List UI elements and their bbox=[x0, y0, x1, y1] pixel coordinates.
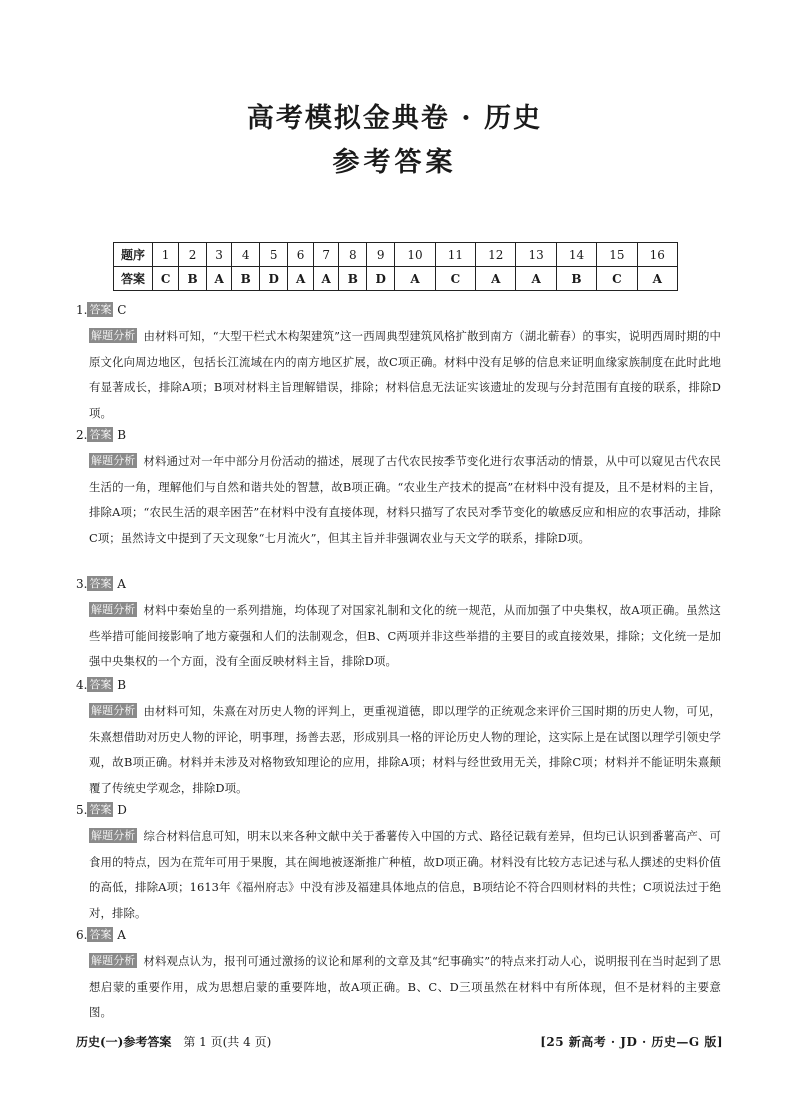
answer-cell: B bbox=[339, 267, 367, 291]
question-number: 2. bbox=[76, 428, 88, 442]
question-block bbox=[76, 801, 721, 926]
question-number: 1. bbox=[76, 303, 88, 317]
answer-tag: 答案 bbox=[89, 303, 112, 316]
question-answer: A bbox=[117, 577, 126, 591]
answer-tag: 答案 bbox=[89, 678, 112, 691]
footer-page-number: 第 1 页(共 4 页) bbox=[183, 1035, 272, 1049]
question-number-cell: 4 bbox=[232, 243, 260, 267]
question-number-cell: 10 bbox=[395, 243, 435, 267]
question-number-cell: 9 bbox=[367, 243, 395, 267]
answer-cell: C bbox=[597, 267, 637, 291]
answer-table-number-row bbox=[114, 243, 678, 267]
question-number: 6. bbox=[76, 928, 88, 942]
question-answer: B bbox=[117, 428, 127, 442]
answer-cell: A bbox=[313, 267, 339, 291]
question-number-cell: 12 bbox=[476, 243, 516, 267]
question-block bbox=[76, 426, 721, 551]
answer-table bbox=[113, 242, 678, 291]
answer-tag: 答案 bbox=[89, 428, 112, 441]
answer-table-answer-row bbox=[114, 267, 678, 291]
answer-cell: A bbox=[637, 267, 677, 291]
question-number-cell: 2 bbox=[179, 243, 207, 267]
analysis-text: 由材料可知，朱熹在对历史人物的评判上，更重视道德，即以理学的正统观念来评价三国时期的历史人物，可见，朱熹想借助对历史人物的评论，明事理，扬善去恶，形成别具一格的评论历史人物的理论，这实际上是在试图以理学引领史学观，故B项正确。材料并未涉及对格物致知理论的应用，排除A项；材料与经世致用无关，排除C项；材料并不能证明朱熹颠覆了传统史学观念，排除D项。 bbox=[89, 704, 721, 795]
analysis-text: 材料中秦始皇的一系列措施，均体现了对国家礼制和文化的统一规范，从而加强了中央集权，故A项正确。虽然这些举措可能间接影响了地方豪强和人们的法制观念，但B、C两项并非这些举措的主要目的或直接效果，排除；文化统一是加强中央集权的一个方面，没有全面反映材料主旨，排除D项。 bbox=[89, 603, 721, 669]
question-number-cell: 3 bbox=[206, 243, 232, 267]
answer-tag: 答案 bbox=[89, 928, 112, 941]
question-answer: A bbox=[117, 928, 126, 942]
answer-table-row-label: 答案 bbox=[114, 267, 153, 291]
answer-cell: C bbox=[435, 267, 475, 291]
answer-cell: A bbox=[516, 267, 556, 291]
question-answer: D bbox=[117, 803, 127, 817]
question-block bbox=[76, 676, 721, 801]
answer-cell: A bbox=[288, 267, 314, 291]
answer-cell: B bbox=[232, 267, 260, 291]
answer-cell: B bbox=[179, 267, 207, 291]
answer-tag: 答案 bbox=[89, 577, 112, 590]
footer-doc-name: 历史(一)参考答案 bbox=[76, 1035, 172, 1049]
page-title: 高考模拟金典卷 · 历史 bbox=[246, 103, 543, 134]
analysis-text: 材料通过对一年中部分月份活动的描述，展现了古代农民按季节变化进行农事活动的情景，从中可以窥见古代农民生活的一角，理解他们与自然和谐共处的智慧，故B项正确。“农业生产技术的提高”在材料中没有提及，且不是材料的主旨，排除A项；“农民生活的艰辛困苦”在材料中没有直接体现，材料只描写了农民对季节变化的敏感反应和相应的农事活动，排除C项；虽然诗文中提到了天文现象“七月流火”，但其主旨并非强调农业与天文学的联系，排除D项。 bbox=[89, 454, 721, 545]
question-number-cell: 6 bbox=[288, 243, 314, 267]
question-number-cell: 8 bbox=[339, 243, 367, 267]
question-block bbox=[76, 926, 721, 1026]
question-number-cell: 14 bbox=[556, 243, 596, 267]
answer-cell: D bbox=[367, 267, 395, 291]
analysis-tag: 解题分析 bbox=[91, 454, 136, 467]
question-number: 5. bbox=[76, 803, 88, 817]
analysis-text: 综合材料信息可知，明末以来各种文献中关于番薯传入中国的方式、路径记载有差异，但均已认识到番薯高产、可食用的特点，因为在荒年可用于果腹，其在闽地被逐渐推广种植，故D项正确。材料没有比较方志记述与私人撰述的史料价值的高低，排除A项；1613年《福州府志》中没有涉及福建具体地点的信息，B项结论不符合四则材料的共性；C项说法过于绝对，排除。 bbox=[89, 829, 721, 920]
question-number-cell: 11 bbox=[435, 243, 475, 267]
answer-table-row-label: 题序 bbox=[114, 243, 153, 267]
question-number-cell: 5 bbox=[260, 243, 288, 267]
analysis-text: 材料观点认为，报刊可通过激扬的议论和犀利的文章及其“纪事确实”的特点来打动人心，说明报刊在当时起到了思想启蒙的重要作用，成为思想启蒙的重要阵地，故A项正确。B、C、D三项虽然在材料中有所体现，但不是材料的主要意图。 bbox=[89, 954, 721, 1020]
analysis-tag: 解题分析 bbox=[91, 954, 136, 967]
question-number-cell: 7 bbox=[313, 243, 339, 267]
answer-cell: C bbox=[153, 267, 179, 291]
answer-tag: 答案 bbox=[89, 803, 112, 816]
answer-cell: D bbox=[260, 267, 288, 291]
question-block bbox=[76, 575, 721, 675]
answer-cell: A bbox=[476, 267, 516, 291]
question-number: 4. bbox=[76, 678, 88, 692]
analysis-tag: 解题分析 bbox=[91, 704, 136, 717]
answer-cell: B bbox=[556, 267, 596, 291]
page-subtitle: 参考答案 bbox=[332, 147, 457, 178]
question-answer: C bbox=[117, 303, 127, 317]
analysis-tag: 解题分析 bbox=[91, 829, 136, 842]
analysis-tag: 解题分析 bbox=[91, 603, 136, 616]
question-block bbox=[76, 301, 721, 426]
question-number-cell: 16 bbox=[637, 243, 677, 267]
question-number-cell: 1 bbox=[153, 243, 179, 267]
footer-left bbox=[76, 1033, 271, 1050]
question-number-cell: 13 bbox=[516, 243, 556, 267]
analysis-tag: 解题分析 bbox=[91, 329, 136, 342]
question-answer: B bbox=[117, 678, 127, 692]
answer-cell: A bbox=[395, 267, 435, 291]
answer-cell: A bbox=[206, 267, 232, 291]
footer-edition: [25 新高考 · JD · 历史—G 版] bbox=[540, 1035, 723, 1049]
analysis-text: 由材料可知，“大型干栏式木构架建筑”这一西周典型建筑风格扩散到南方（湖北蕲春）的事实，说明西周时期的中原文化向周边地区，包括长江流域在内的南方地区扩展，故C项正确。材料中没有足够的信息来证明血缘家族制度在此时此地有显著成长，排除A项；B项对材料主旨理解错误，排除；材料信息无法证实该遗址的发现与分封范围有直接的联系，排除D项。 bbox=[89, 329, 721, 420]
question-number-cell: 15 bbox=[597, 243, 637, 267]
question-number: 3. bbox=[76, 577, 88, 591]
